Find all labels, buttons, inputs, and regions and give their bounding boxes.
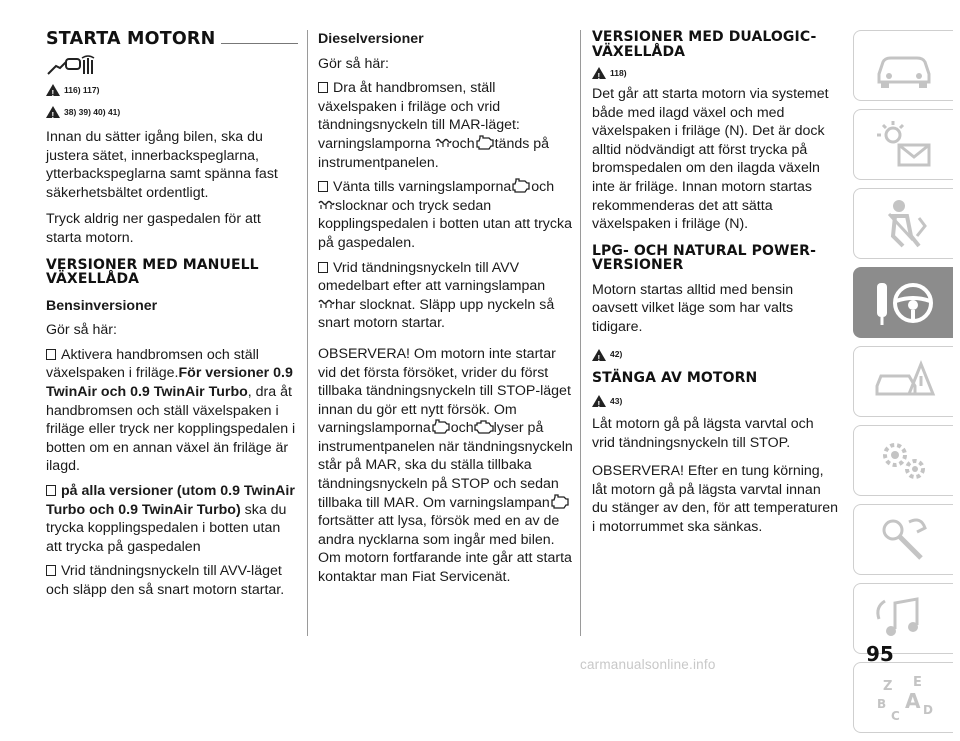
check-engine-icon bbox=[474, 419, 494, 435]
section-heading-lpg: LPG- OCH NATURAL POWER-VERSIONER bbox=[592, 242, 816, 274]
checkbox-icon bbox=[318, 262, 328, 273]
column-2 bbox=[318, 30, 574, 587]
column-divider-1 bbox=[307, 30, 308, 636]
title-rule bbox=[221, 43, 298, 44]
checkbox-icon bbox=[318, 181, 328, 192]
emergency-car-icon bbox=[869, 354, 939, 410]
glow-plug-icon bbox=[435, 138, 452, 148]
title-row bbox=[46, 30, 298, 48]
warning-light-envelope-icon bbox=[869, 117, 939, 173]
tab-dashboard-lights[interactable] bbox=[853, 109, 953, 180]
tab-safety[interactable] bbox=[853, 188, 953, 259]
wrench-icon bbox=[869, 512, 939, 568]
diesel-step-2: Vänta tills varningslamporna och slocknar och tryck sedan kopplingspedalen i botten utan att trycka på gaspedalen. bbox=[318, 179, 572, 251]
tab-emergency[interactable] bbox=[853, 346, 953, 417]
watermark: carmanualsonline.info bbox=[580, 657, 716, 672]
section-heading-manual: VERSIONER MED MANUELL VÄXELLÅDA bbox=[46, 256, 259, 288]
engine-icon bbox=[550, 494, 570, 510]
step-1: Aktivera handbromsen och ställ växelspaken i friläge.För versioner 0.9 TwinAir och 0.9 TwinAir Turbo, dra åt handbromsen och ställ växelspaken i friläge eller tryck ner kopplingspedalen i botten om en annan växel än friläge är ilagd. bbox=[46, 346, 296, 475]
glow-plug-icon bbox=[318, 299, 335, 309]
music-note-icon bbox=[869, 591, 939, 647]
engine-icon bbox=[431, 419, 451, 435]
caution-triangle-icon bbox=[592, 395, 606, 407]
caution-reference: ! 42) bbox=[592, 347, 840, 363]
intro-paragraph-2: Tryck aldrig ner gaspedalen för att starta motorn. bbox=[46, 211, 261, 246]
dualogic-paragraph: Det går att starta motorn via systemet både med ilagd växel och med växelspaken i friläge (N). Det är dock alltid nödvändigt att först trycka på bromspedalen om den ilagda växeln inte är friläge. Innan motorn startas rekommenderas det att sätta växelspaken i friläge (N). bbox=[592, 86, 829, 233]
checkbox-icon bbox=[46, 485, 56, 496]
column-divider-2 bbox=[580, 30, 581, 636]
gears-icon bbox=[869, 433, 939, 489]
warning-triangle-icon bbox=[46, 84, 60, 96]
checkbox-icon bbox=[46, 565, 56, 576]
stop-paragraph: Låt motorn gå på lägsta varvtal och vrid tändningsnyckeln till STOP. bbox=[592, 416, 814, 451]
caution-triangle-icon bbox=[592, 349, 606, 361]
page-title: STARTA MOTORN bbox=[46, 29, 216, 49]
glow-plug-icon bbox=[318, 200, 335, 210]
engine-icon bbox=[475, 135, 495, 151]
key-steering-wheel-icon bbox=[869, 275, 939, 331]
tab-starting-driving[interactable] bbox=[853, 267, 953, 338]
step-2: på alla versioner (utom 0.9 TwinAir Turbo och 0.9 TwinAir Turbo) ska du trycka kopplingspedalen i botten utan att trycka på gaspedalen bbox=[46, 482, 295, 555]
instruction-lead: Gör så här: bbox=[46, 322, 117, 339]
caution-reference: ! 43) bbox=[592, 393, 840, 409]
diesel-note: OBSERVERA! Om motorn inte startar vid det första försöket, vrider du först tillbaka tändningsnyckeln till STOP-läget innan du gör ett nytt försök. Om varningslamporna och lyser på instrumentpanelen när tändningsnyckeln står på MAR, ska du ställa tillbaka tändningsnyckeln på STOP och sedan tillbaka till MAR. Om varningslampanfortsätter att lysa, försök med en av de andra nycklarna som ingår med bilen. Om motorn fortfarande inte går att starta kontaktar man Fiat Servicenät. bbox=[318, 345, 573, 586]
step-3: Vrid tändningsnyckeln till AVV-läget och släpp den så snart motorn startar. bbox=[46, 563, 285, 598]
svg-text:B: B bbox=[876, 696, 886, 711]
subheading-petrol: Bensinversioner bbox=[46, 297, 158, 314]
tab-maintenance[interactable] bbox=[853, 425, 953, 496]
tab-index[interactable] bbox=[853, 662, 953, 733]
subheading-diesel: Dieselversioner bbox=[318, 31, 424, 47]
section-heading-stop: STÄNGA AV MOTORN bbox=[592, 369, 758, 386]
warning-triangle-icon bbox=[592, 67, 606, 79]
lpg-paragraph: Motorn startas alltid med bensin oavsett vilket läge som har valts tidigare. bbox=[592, 281, 794, 335]
diesel-step-1: Dra åt handbromsen, ställ växelspaken i friläge och vrid tändningsnyckeln till MAR-läget: varningslamporna och tänds på instrumentpanelen. bbox=[318, 80, 550, 171]
checkbox-icon bbox=[46, 349, 56, 360]
tab-car-overview[interactable] bbox=[853, 30, 953, 101]
warning-reference: ! 118) bbox=[592, 65, 840, 81]
column-1 bbox=[46, 30, 298, 599]
tab-technical-data[interactable] bbox=[853, 504, 953, 575]
diesel-step-3: Vrid tändningsnyckeln till AVV omedelbart efter att varningslampan har slocknat. Släpp upp nyckeln så snart motorn startar. bbox=[318, 259, 555, 332]
warning-reference bbox=[46, 82, 298, 98]
section-heading-dualogic: VERSIONER MED DUALOGIC-VÄXELLÅDA bbox=[592, 29, 817, 60]
svg-text:Z: Z bbox=[882, 678, 892, 694]
svg-text:A: A bbox=[904, 688, 920, 713]
caution-triangle-icon bbox=[46, 106, 60, 118]
svg-text:E: E bbox=[912, 674, 922, 690]
checkbox-icon bbox=[318, 82, 328, 93]
intro-paragraph: Innan du sätter igång bilen, ska du justera sätet, innerbackspeglarna, ytterbackspeglarna samt spänna fast säkerhetsbältet ordentligt. bbox=[46, 129, 278, 201]
svg-text:C: C bbox=[890, 708, 900, 723]
engine-icon bbox=[511, 178, 531, 194]
seatbelt-icon bbox=[869, 196, 939, 252]
caution-reference bbox=[46, 104, 298, 120]
page-number: 95 bbox=[866, 642, 894, 666]
key-icon bbox=[46, 54, 98, 78]
reference-numbers: 116) 117) bbox=[64, 84, 100, 95]
reference-numbers: 38) 39) 40) 41) bbox=[64, 106, 121, 117]
stop-note: OBSERVERA! Efter en tung körning, låt motorn gå på lägsta varvtal innan du stänger av den, för att temperaturen i motorrummet ska sänkas. bbox=[592, 463, 839, 535]
chapter-sidebar bbox=[853, 30, 960, 741]
car-icon bbox=[869, 38, 939, 94]
svg-text:D: D bbox=[922, 702, 933, 717]
column-3 bbox=[592, 30, 840, 537]
instruction-lead: Gör så här: bbox=[318, 55, 389, 72]
